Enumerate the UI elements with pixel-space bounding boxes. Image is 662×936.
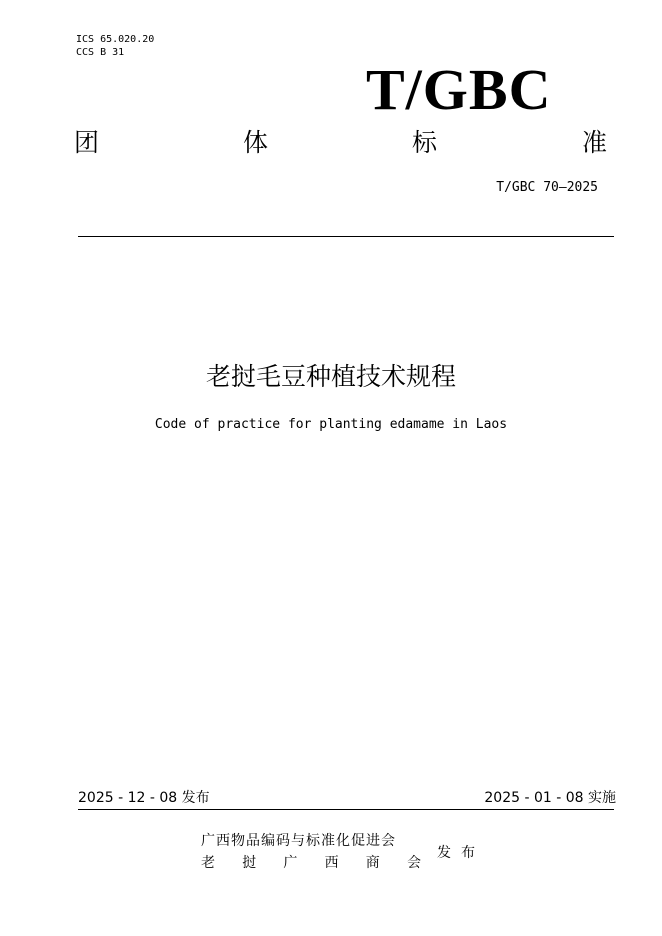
top-divider — [78, 236, 614, 237]
issuer-name-2 — [201, 852, 421, 874]
issuer-char: 会 — [406, 855, 421, 871]
document-subtitle: Code of practice for planting edamame in Laos — [154, 417, 508, 432]
issuer-char: 西 — [324, 855, 339, 871]
publish-label: 发布 — [437, 845, 485, 861]
ccs-code: CCS B 31 — [76, 47, 125, 58]
issuer-char: 老 — [201, 855, 215, 871]
standard-type-char-4: 准 — [582, 128, 608, 157]
issuer-name-1: 广西物品编码与标准化促进会 — [201, 833, 396, 849]
standard-logo: T/GBC — [366, 57, 552, 122]
publish-date: 2025 - 12 - 08 发布 — [78, 790, 210, 806]
issuer-char: 商 — [365, 855, 380, 871]
issuer-char: 广 — [283, 855, 298, 871]
implement-date: 2025 - 01 - 08 实施 — [484, 790, 616, 806]
classification-codes — [76, 33, 154, 59]
standard-type-char-1: 团 — [74, 128, 100, 157]
ics-code: ICS 65.020.20 — [76, 34, 155, 45]
standard-type-char-2: 体 — [243, 128, 269, 157]
standard-type-char-3: 标 — [412, 128, 438, 157]
issuer-char: 挝 — [242, 855, 257, 871]
document-title: 老挝毛豆种植技术规程 — [205, 362, 456, 391]
standard-code: T/GBC 70—2025 — [496, 180, 598, 195]
bottom-divider — [78, 809, 614, 810]
